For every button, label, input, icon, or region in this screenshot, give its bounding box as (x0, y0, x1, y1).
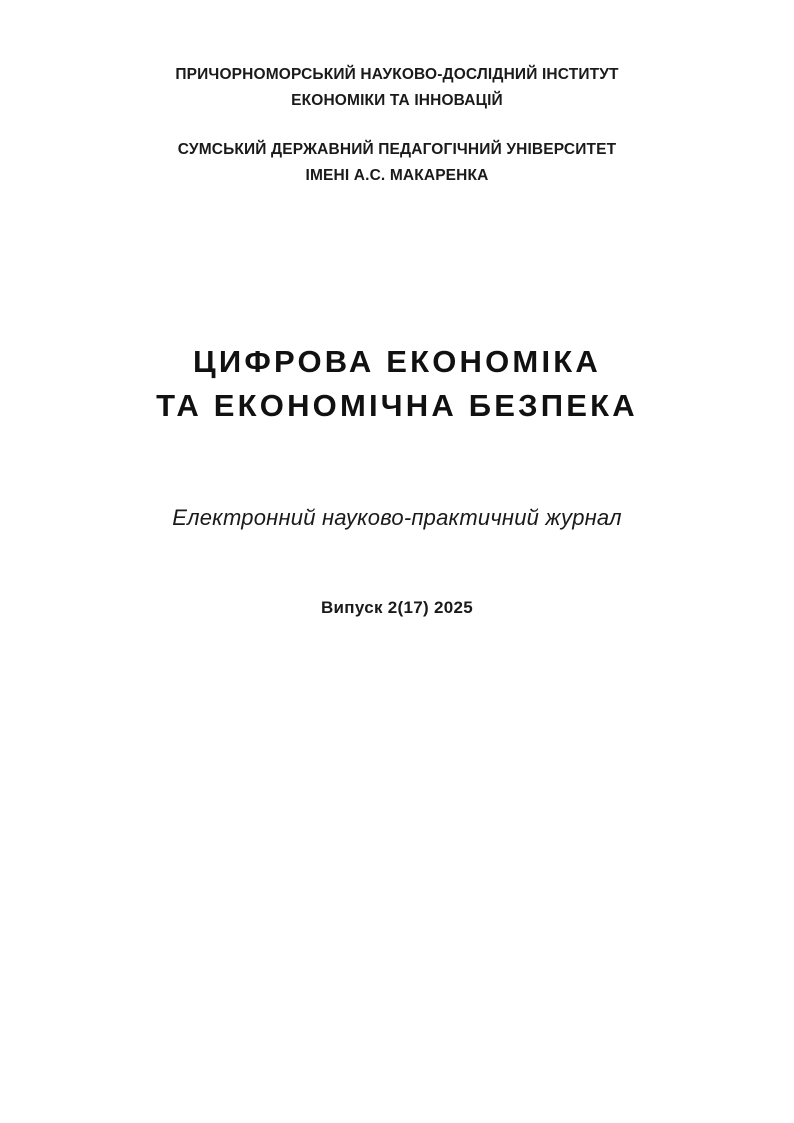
institution-block-2 (0, 137, 794, 189)
institution-2-line-1: СУМСЬКИЙ ДЕРЖАВНИЙ ПЕДАГОГІЧНИЙ УНІВЕРСИТЕТ (177, 141, 617, 158)
institution-1-line-2: ЕКОНОМІКИ ТА ІННОВАЦІЙ (291, 92, 503, 109)
institution-block-1 (0, 62, 794, 114)
institution-1-line-1: ПРИЧОРНОМОРСЬКИЙ НАУКОВО-ДОСЛІДНИЙ ІНСТИТУТ (175, 66, 619, 83)
journal-title (0, 340, 794, 428)
journal-title-line-2: ТА ЕКОНОМІЧНА БЕЗПЕКА (156, 388, 638, 423)
journal-title-line-1: ЦИФРОВА ЕКОНОМІКА (193, 344, 601, 379)
institution-2-line-2: ІМЕНІ А.С. МАКАРЕНКА (305, 167, 489, 184)
publisher-institutions (0, 62, 794, 189)
issue-number: Випуск 2(17) 2025 (320, 598, 474, 617)
journal-subtitle: Електронний науково-практичний журнал (172, 505, 622, 530)
